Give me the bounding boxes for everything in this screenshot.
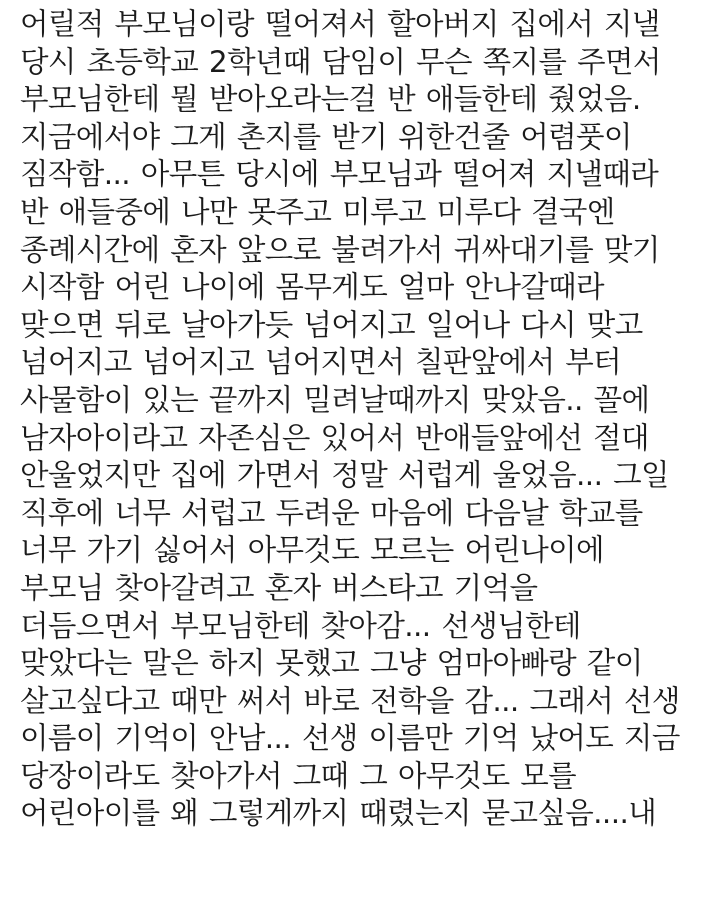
text-line-18: 맞았다는 말은 하지 못했고 그냥 엄마아빠랑 같이 [20,646,643,681]
text-line-19: 살고싶다고 때만 써서 바로 전학을 감... 그래서 선생 [20,683,680,718]
text-line-20: 이름이 기억이 안남... 선생 이름만 기억 났어도 지금 [20,721,680,756]
text-line-10: 넘어지고 넘어지고 넘어지면서 칠판앞에서 부터 [20,345,622,380]
text-line-22: 어린아이를 왜 그렇게까지 때렸는지 묻고싶음....내 [20,796,657,831]
text-line-8: 시작함 어린 나이에 몸무게도 얼마 안나갈때라 [20,270,604,305]
text-line-11: 사물함이 있는 끝까지 밀려날때까지 맞았음.. 꼴에 [20,382,650,417]
text-line-2: 당시 초등학교 2학년때 담임이 무슨 쪽지를 주면서 [20,44,661,79]
post-body [20,6,710,833]
text-line-21: 당장이라도 찾아가서 그때 그 아무것도 모를 [20,758,577,793]
text-line-4: 지금에서야 그게 촌지를 받기 위한건줄 어렴풋이 [20,119,632,154]
text-line-5: 짐작함... 아무튼 당시에 부모님과 떨어져 지낼때라 [20,157,659,192]
text-line-15: 너무 가기 싫어서 아무것도 모르는 어린나이에 [20,533,604,568]
text-line-12: 남자아이라고 자존심은 있어서 반애들앞에선 절대 [20,420,649,455]
text-line-1: 어릴적 부모님이랑 떨어져서 할아버지 집에서 지낼 [20,7,660,41]
text-line-17: 더듬으면서 부모님한테 찾아감... 선생님한테 [20,608,581,643]
text-line-13: 안울었지만 집에 가면서 정말 서럽게 울었음... 그일 [20,458,669,493]
text-line-14: 직후에 너무 서럽고 두려운 마음에 다음날 학교를 [20,495,643,530]
text-line-6: 반 애들중에 나만 못주고 미루고 미루다 결국엔 [20,194,615,229]
text-line-9: 맞으면 뒤로 날아가듯 넘어지고 일어나 다시 맞고 [20,307,643,342]
text-line-16: 부모님 찾아갈려고 혼자 버스타고 기억을 [20,570,538,605]
text-line-7: 종례시간에 혼자 앞으로 불려가서 귀싸대기를 맞기 [20,232,660,267]
text-line-3: 부모님한테 뭘 받아오라는걸 반 애들한테 줬었음. [20,82,641,117]
